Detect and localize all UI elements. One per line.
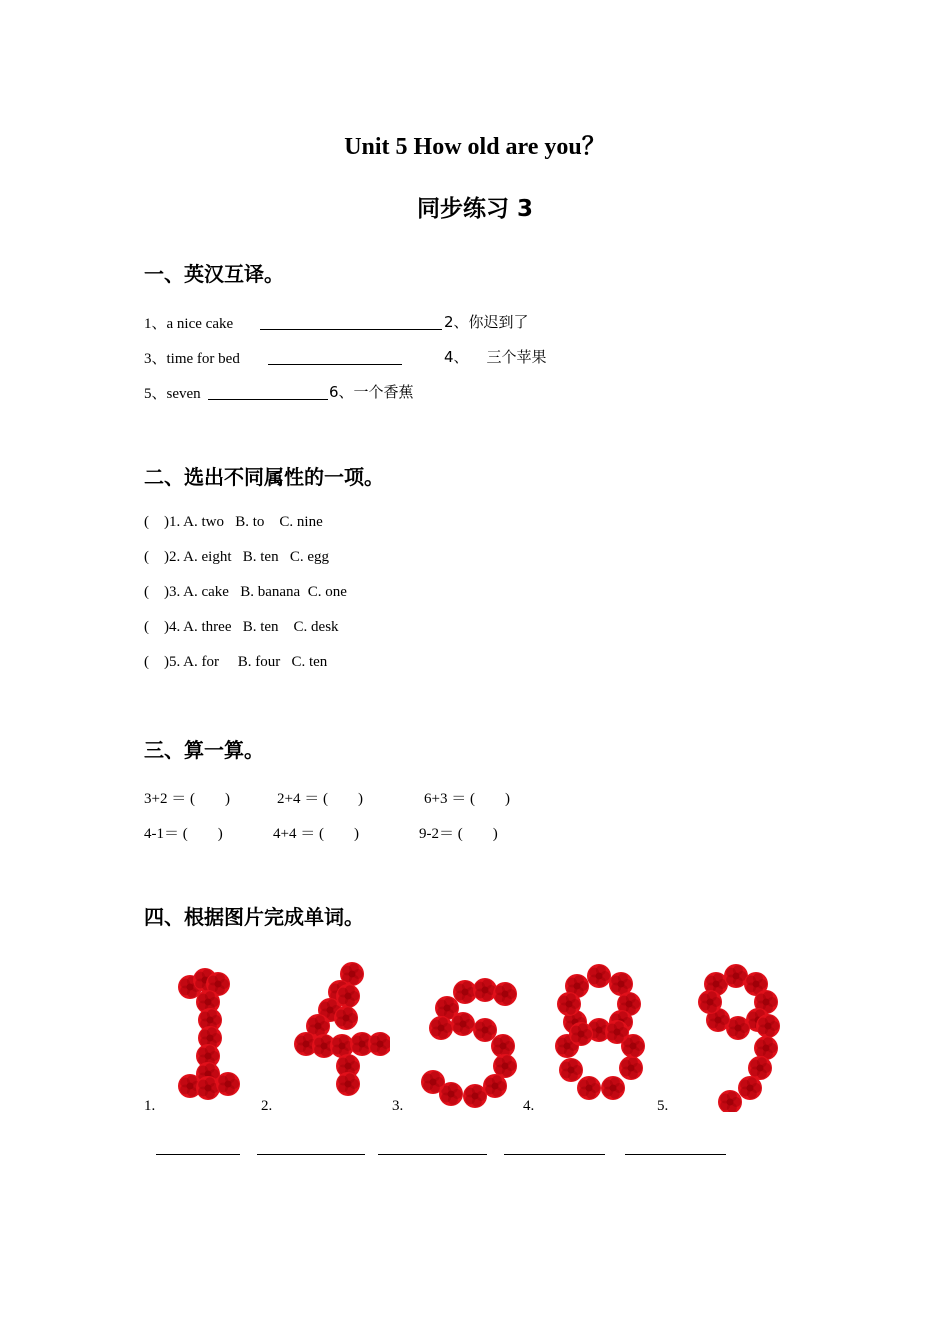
math-problem: 2+4 ＝ ( ) <box>277 791 363 807</box>
math-problem: 4-1＝ ( ) <box>144 826 223 842</box>
item-number: 3、 <box>144 351 167 367</box>
section-3-heading: 三、算一算。 <box>144 738 264 762</box>
item-text: seven <box>166 386 201 402</box>
item-text: 你迟到了 <box>468 313 529 331</box>
choice-question-2: ( )2. A. eight B. ten C. egg <box>144 549 329 565</box>
item-number: 1、 <box>144 316 167 332</box>
word-blank-5[interactable] <box>625 1154 726 1155</box>
item-number: 6、 <box>329 383 354 401</box>
flower-digit-5-icon <box>405 962 525 1112</box>
choice-question-5: ( )5. A. for B. four C. ten <box>144 654 328 670</box>
item-number: 4、 <box>444 348 469 366</box>
answer-blank-5[interactable] <box>208 399 328 400</box>
flower-digit-1-icon <box>160 962 260 1112</box>
s1-item-4 <box>444 346 547 367</box>
picture-label-3: 3. <box>392 1098 404 1114</box>
word-blank-3[interactable] <box>378 1154 487 1155</box>
answer-blank-3[interactable] <box>268 364 402 365</box>
item-text: 三个苹果 <box>486 348 547 366</box>
flower-digit-4-icon <box>280 962 390 1112</box>
picture-label-2: 2. <box>261 1098 273 1114</box>
picture-label-1: 1. <box>144 1098 156 1114</box>
item-text: 一个香蕉 <box>353 383 414 401</box>
picture-label-5: 5. <box>657 1098 669 1114</box>
section-1-heading: 一、英汉互译。 <box>144 262 284 286</box>
choice-question-1: ( )1. A. two B. to C. nine <box>144 514 323 530</box>
page-title: Unit 5 How old are you？ <box>344 134 606 160</box>
section-2-heading: 二、选出不同属性的一项。 <box>144 465 384 489</box>
choice-question-3: ( )3. A. cake B. banana C. one <box>144 584 347 600</box>
answer-blank-1[interactable] <box>260 329 442 330</box>
math-problem: 9-2＝ ( ) <box>419 826 498 842</box>
word-blank-1[interactable] <box>156 1154 240 1155</box>
choice-question-4: ( )4. A. three B. ten C. desk <box>144 619 339 635</box>
page-subtitle: 同步练习 3 <box>416 196 533 222</box>
math-problem: 4+4 ＝ ( ) <box>273 826 359 842</box>
s1-item-1 <box>144 312 233 333</box>
picture-label-4: 4. <box>523 1098 535 1114</box>
item-number: 2、 <box>444 313 469 331</box>
s1-item-2 <box>444 311 529 332</box>
flower-digit-8-icon <box>537 962 657 1112</box>
item-number: 5、 <box>144 386 167 402</box>
item-text: a nice cake <box>166 316 234 332</box>
word-blank-4[interactable] <box>504 1154 605 1155</box>
s1-item-5 <box>144 382 201 403</box>
flower-digit-9-icon <box>680 962 780 1112</box>
math-problem: 6+3 ＝ ( ) <box>424 791 510 807</box>
s1-item-6 <box>329 381 414 402</box>
word-blank-2[interactable] <box>257 1154 365 1155</box>
math-problem: 3+2 ＝ ( ) <box>144 791 230 807</box>
item-text: time for bed <box>166 351 240 367</box>
section-4-heading: 四、根据图片完成单词。 <box>144 905 364 929</box>
s1-item-3 <box>144 347 240 368</box>
